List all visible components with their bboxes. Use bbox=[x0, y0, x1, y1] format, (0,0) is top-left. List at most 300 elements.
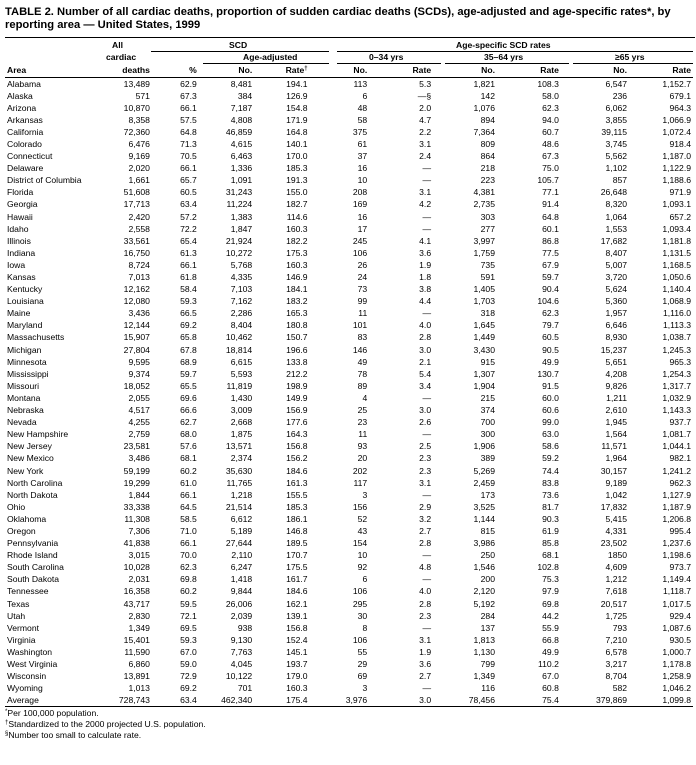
table-row bbox=[5, 634, 693, 646]
table-row bbox=[5, 368, 693, 380]
cell-g2-no: 1,076 bbox=[473, 102, 495, 113]
cell-g2-rate: 90.4 bbox=[542, 284, 559, 295]
cell-adj-no: 8,481 bbox=[230, 78, 253, 89]
cell-g2-rate: 105.7 bbox=[537, 175, 559, 186]
cell-adj-rate: 145.1 bbox=[286, 646, 308, 657]
cell-area: Pennsylvania bbox=[7, 538, 59, 549]
cell-g3-no: 7,210 bbox=[605, 634, 628, 645]
col-header-deaths: deaths bbox=[105, 64, 152, 77]
cell-g1-no: 29 bbox=[357, 659, 368, 669]
table-row bbox=[5, 598, 693, 610]
table-row bbox=[5, 610, 693, 622]
cell-g1-rate: — bbox=[422, 163, 432, 174]
cell-g1-no: 20 bbox=[357, 453, 368, 464]
cell-scd-percent: 60.5 bbox=[180, 187, 197, 198]
cell-g3-no: 3,217 bbox=[605, 659, 628, 669]
cell-scd-percent: 68.1 bbox=[180, 453, 197, 464]
cell-g1-no: 10 bbox=[357, 175, 368, 186]
cell-g1-rate: 2.0 bbox=[419, 102, 432, 113]
cell-all-cardiac-deaths: 15,907 bbox=[123, 332, 150, 343]
table-row bbox=[5, 452, 693, 464]
cell-g2-rate: 79.7 bbox=[542, 320, 559, 331]
cell-g3-rate: 1,087.6 bbox=[662, 622, 691, 633]
cell-g3-no: 4,609 bbox=[605, 562, 628, 573]
cell-g1-no: 101 bbox=[352, 320, 368, 331]
cell-all-cardiac-deaths: 43,717 bbox=[123, 598, 150, 609]
cell-scd-percent: 67.0 bbox=[180, 646, 197, 657]
cell-area: Nevada bbox=[7, 417, 37, 428]
cell-g2-no: 250 bbox=[480, 550, 495, 561]
cell-g2-rate: 48.6 bbox=[542, 138, 559, 149]
cell-g3-no: 6,062 bbox=[605, 102, 628, 113]
cell-adj-rate: 155.5 bbox=[286, 489, 308, 500]
cell-adj-no: 2,286 bbox=[230, 308, 253, 319]
cell-g2-rate: 99.0 bbox=[542, 417, 559, 428]
cell-g1-rate: 2.3 bbox=[419, 453, 432, 464]
cell-g1-rate: 2.3 bbox=[419, 465, 432, 476]
cell-g2-no: 1,144 bbox=[473, 513, 495, 524]
cell-all-cardiac-deaths: 2,759 bbox=[128, 429, 150, 440]
cell-g2-rate: 60.8 bbox=[542, 683, 559, 694]
cell-area: Mississippi bbox=[7, 368, 49, 379]
cell-g3-no: 15,237 bbox=[600, 344, 628, 355]
cell-g1-rate: 2.1 bbox=[419, 356, 432, 367]
cell-adj-rate: 161.7 bbox=[286, 574, 308, 585]
table-row bbox=[5, 114, 693, 126]
cell-g2-no: 1,349 bbox=[473, 671, 495, 682]
cell-all-cardiac-deaths: 16,750 bbox=[123, 247, 150, 258]
cell-g1-no: 375 bbox=[352, 126, 368, 137]
cell-g2-rate: 62.3 bbox=[542, 102, 559, 113]
cell-adj-no: 4,615 bbox=[230, 138, 253, 149]
cell-g2-no: 4,381 bbox=[473, 187, 495, 198]
cell-g2-rate: 104.6 bbox=[537, 296, 559, 307]
all-header-line2: cardiac bbox=[106, 52, 137, 63]
cell-g1-rate: 3.1 bbox=[419, 634, 432, 645]
cell-g3-no: 1,945 bbox=[605, 417, 628, 428]
cell-g2-rate: 60.5 bbox=[542, 332, 559, 343]
cell-g3-rate: 1,140.4 bbox=[662, 284, 691, 295]
cell-adj-no: 5,189 bbox=[230, 525, 253, 536]
cell-g1-rate: 3.1 bbox=[419, 477, 432, 488]
cell-adj-no: 8,404 bbox=[230, 320, 253, 331]
cell-g1-no: 106 bbox=[352, 586, 368, 597]
cell-scd-percent: 59.3 bbox=[180, 296, 197, 307]
cell-g2-no: 864 bbox=[480, 151, 495, 162]
cell-adj-rate: 175.4 bbox=[254, 694, 309, 707]
cell-adj-rate: 185.3 bbox=[286, 163, 308, 174]
cell-adj-no: 384 bbox=[237, 90, 253, 101]
cell-g1-no: 61 bbox=[357, 138, 368, 149]
cell-area: Kansas bbox=[7, 272, 36, 282]
cell-scd-percent: 59.0 bbox=[180, 659, 197, 669]
cell-all-cardiac-deaths: 18,052 bbox=[123, 380, 150, 391]
cell-adj-no: 26,006 bbox=[225, 598, 253, 609]
table-row bbox=[5, 331, 693, 343]
scd-underline bbox=[151, 51, 329, 52]
cell-g1-rate: 2.3 bbox=[419, 610, 432, 621]
cell-all-cardiac-deaths: 9,169 bbox=[128, 151, 150, 162]
cell-scd-percent: 65.7 bbox=[180, 175, 197, 186]
cell-adj-rate: 186.1 bbox=[286, 513, 308, 524]
cell-adj-no: 1,383 bbox=[230, 211, 253, 222]
cell-g1-no: 83 bbox=[357, 332, 368, 343]
cell-g3-rate: 1,093.1 bbox=[662, 199, 691, 210]
cell-adj-no: 6,463 bbox=[230, 151, 253, 162]
cell-g2-rate: 94.0 bbox=[542, 114, 559, 125]
cell-g2-no: 5,192 bbox=[473, 598, 495, 609]
cell-g3-no: 39,115 bbox=[601, 126, 628, 137]
cell-all-cardiac-deaths: 4,255 bbox=[128, 417, 150, 428]
cell-area: Wisconsin bbox=[7, 671, 47, 682]
cell-adj-no: 4,808 bbox=[230, 114, 253, 125]
cell-g1-rate: 3.8 bbox=[419, 284, 432, 295]
cell-g1-no: 92 bbox=[357, 562, 368, 573]
cell-adj-no: 5,593 bbox=[230, 368, 253, 379]
cell-scd-percent: 65.5 bbox=[180, 380, 197, 391]
cell-g1-no: 89 bbox=[357, 380, 368, 391]
cell-g1-rate: — bbox=[422, 429, 432, 440]
col-header-g2-no: No. bbox=[433, 64, 497, 77]
table-row bbox=[5, 198, 693, 210]
cell-area: Average bbox=[5, 694, 105, 707]
age-group-0-34: 0–34 yrs bbox=[369, 52, 404, 63]
cell-g1-rate: 4.0 bbox=[419, 320, 432, 331]
cell-g2-rate: 91.5 bbox=[542, 380, 559, 391]
table-row bbox=[5, 247, 693, 259]
cell-scd-percent: 61.3 bbox=[180, 247, 197, 258]
cell-area: Hawaii bbox=[7, 211, 33, 222]
cell-all-cardiac-deaths: 13,489 bbox=[123, 78, 150, 89]
cell-g3-rate: 679.1 bbox=[669, 90, 691, 101]
cell-g1-no: 113 bbox=[353, 78, 368, 89]
cell-adj-rate: 161.3 bbox=[286, 477, 308, 488]
cell-g2-rate: 110.2 bbox=[538, 659, 559, 669]
cell-g2-rate: 102.8 bbox=[537, 562, 559, 573]
cell-adj-rate: 146.9 bbox=[286, 272, 308, 282]
cell-g2-rate: 75.3 bbox=[542, 574, 559, 585]
cell-area: Georgia bbox=[7, 199, 38, 210]
cell-g1-rate: 2.5 bbox=[419, 441, 432, 452]
cell-g2-no: 2,120 bbox=[473, 586, 495, 597]
cell-area: District of Columbia bbox=[7, 175, 82, 186]
table-row bbox=[5, 380, 693, 392]
cell-scd-percent: 71.0 bbox=[180, 525, 197, 536]
cell-scd-percent: 69.6 bbox=[180, 392, 197, 403]
cell-area: Colorado bbox=[7, 138, 42, 149]
table-row bbox=[5, 150, 693, 162]
cell-g3-rate: 1,168.5 bbox=[662, 259, 691, 270]
cell-g2-rate: 49.9 bbox=[542, 356, 559, 367]
cell-scd-percent: 69.2 bbox=[180, 320, 197, 331]
cell-adj-no: 10,462 bbox=[225, 332, 253, 343]
cell-all-cardiac-deaths: 1,013 bbox=[128, 683, 150, 694]
cell-adj-rate: 164.3 bbox=[286, 429, 308, 440]
cell-g3-no: 1,564 bbox=[605, 429, 628, 440]
cell-all-cardiac-deaths: 2,558 bbox=[128, 223, 150, 234]
cell-g3-no: 793 bbox=[612, 622, 628, 633]
cell-g3-no: 9,189 bbox=[605, 477, 628, 488]
cell-g3-rate: 1,118.7 bbox=[662, 586, 691, 597]
cell-g3-no: 1,957 bbox=[605, 308, 628, 319]
table-row bbox=[5, 585, 693, 597]
cell-adj-rate: 180.8 bbox=[286, 320, 308, 331]
cell-g1-rate: 2.8 bbox=[419, 538, 432, 549]
cell-adj-rate: 170.7 bbox=[286, 550, 308, 561]
cell-adj-no: 7,187 bbox=[230, 102, 253, 113]
cell-g1-rate: — bbox=[422, 550, 432, 561]
cell-adj-rate: 184.1 bbox=[286, 284, 308, 295]
age-specific-header: Age-specific SCD rates bbox=[456, 40, 551, 51]
cell-g3-rate: 1,038.7 bbox=[662, 332, 691, 343]
cell-g1-no: 3 bbox=[362, 683, 368, 694]
cell-all-cardiac-deaths: 4,517 bbox=[128, 405, 150, 416]
cell-scd-percent: 57.6 bbox=[180, 441, 197, 452]
cell-g3-no: 7,618 bbox=[605, 586, 628, 597]
cell-adj-rate: 160.3 bbox=[286, 223, 308, 234]
table-row bbox=[5, 404, 693, 416]
cell-g3-no: 2,610 bbox=[605, 405, 628, 416]
cell-g2-rate: 62.3 bbox=[542, 308, 559, 319]
cell-area: South Carolina bbox=[7, 562, 64, 573]
cell-g3-rate: 982.1 bbox=[669, 453, 691, 464]
cell-area: Oregon bbox=[7, 525, 36, 536]
cell-adj-rate: 171.9 bbox=[286, 114, 308, 125]
cell-g3-no: 5,360 bbox=[605, 296, 628, 307]
cell-g1-no: 3,976 bbox=[310, 694, 370, 707]
cell-adj-rate: 155.0 bbox=[286, 187, 308, 198]
cell-g3-rate: 937.7 bbox=[669, 417, 691, 428]
cell-g1-no: 58 bbox=[357, 114, 368, 125]
cell-g1-no: 208 bbox=[352, 187, 368, 198]
cell-g1-rate: 4.2 bbox=[419, 199, 432, 210]
cell-g3-rate: 995.4 bbox=[669, 525, 691, 536]
cell-g2-no: 3,986 bbox=[473, 538, 495, 549]
cell-adj-rate: 133.8 bbox=[286, 356, 308, 367]
cell-all-cardiac-deaths: 2,055 bbox=[128, 392, 150, 403]
cell-area: Illinois bbox=[7, 235, 31, 246]
cell-adj-rate: 177.6 bbox=[286, 417, 308, 428]
table-row bbox=[5, 344, 693, 356]
cell-g3-no: 5,415 bbox=[605, 513, 628, 524]
cell-g2-no: 2,459 bbox=[473, 477, 495, 488]
cell-all-cardiac-deaths: 2,830 bbox=[128, 610, 150, 621]
table-row bbox=[5, 501, 693, 513]
cell-scd-percent: 59.7 bbox=[180, 368, 197, 379]
cell-adj-no: 2,668 bbox=[230, 417, 253, 428]
cell-area: Utah bbox=[7, 610, 26, 621]
cell-g3-rate: 1,122.9 bbox=[662, 163, 691, 174]
cell-g2-no: 3,430 bbox=[473, 344, 495, 355]
cell-g2-rate: 130.7 bbox=[537, 368, 559, 379]
cell-adj-no: 10,272 bbox=[225, 247, 253, 258]
cell-g1-rate: — bbox=[422, 574, 432, 585]
cell-scd-percent: 61.8 bbox=[180, 272, 197, 282]
cell-adj-rate: 191.3 bbox=[286, 175, 308, 186]
cell-g1-no: 11 bbox=[358, 429, 368, 440]
cell-g3-no: 6,578 bbox=[605, 646, 628, 657]
cell-g2-rate: 67.9 bbox=[542, 259, 559, 270]
cell-scd-percent: 67.8 bbox=[180, 344, 197, 355]
cell-g2-no: 1,546 bbox=[473, 562, 495, 573]
cell-g2-no: 303 bbox=[480, 211, 495, 222]
cell-area: Idaho bbox=[7, 223, 29, 234]
cell-g3-rate: 1,198.6 bbox=[662, 550, 691, 561]
cell-g3-rate: 1,099.8 bbox=[629, 694, 693, 707]
cell-area: Maryland bbox=[7, 320, 43, 331]
cell-g1-rate: 2.2 bbox=[419, 126, 432, 137]
cell-all-cardiac-deaths: 41,838 bbox=[123, 538, 150, 549]
cell-area: Texas bbox=[7, 598, 30, 609]
cell-scd-percent: 70.0 bbox=[180, 550, 197, 561]
cell-g3-rate: 1,188.6 bbox=[662, 175, 691, 186]
cell-adj-rate: 212.2 bbox=[286, 368, 308, 379]
cell-area: Delaware bbox=[7, 163, 44, 174]
cell-scd-percent: 72.1 bbox=[180, 610, 197, 621]
cell-g2-no: 78,456 bbox=[433, 694, 497, 707]
cell-all-cardiac-deaths: 3,436 bbox=[128, 308, 150, 319]
cell-all-cardiac-deaths: 10,870 bbox=[123, 102, 150, 113]
cell-adj-rate: 160.3 bbox=[286, 683, 308, 694]
cell-adj-no: 7,763 bbox=[230, 646, 253, 657]
cell-g1-rate: 3.6 bbox=[419, 659, 432, 669]
cell-g2-rate: 83.8 bbox=[542, 477, 559, 488]
cell-scd-percent: 66.6 bbox=[180, 405, 197, 416]
cell-g2-no: 3,997 bbox=[473, 235, 495, 246]
table-row bbox=[5, 465, 693, 477]
cell-g2-rate: 77.5 bbox=[542, 247, 559, 258]
cell-g2-no: 735 bbox=[480, 259, 495, 270]
cell-adj-no: 31,243 bbox=[225, 187, 253, 198]
table-row bbox=[5, 440, 693, 452]
cell-g3-rate: 1,206.8 bbox=[662, 513, 691, 524]
cell-g1-rate: — bbox=[422, 308, 432, 319]
cell-adj-no: 5,768 bbox=[230, 259, 253, 270]
age-group-0-34-underline bbox=[337, 63, 441, 64]
table-row bbox=[5, 392, 693, 404]
cell-adj-rate: 165.3 bbox=[286, 308, 308, 319]
cell-area: Wyoming bbox=[7, 683, 43, 694]
cell-adj-rate: 152.4 bbox=[286, 634, 308, 645]
cell-area: New Jersey bbox=[7, 441, 52, 452]
cell-g3-no: 5,562 bbox=[605, 151, 628, 162]
cell-g1-rate: 3.4 bbox=[419, 380, 432, 391]
cell-all-cardiac-deaths: 8,724 bbox=[128, 259, 150, 270]
cell-adj-rate: 154.8 bbox=[286, 102, 308, 113]
cell-g3-rate: 1,143.3 bbox=[662, 405, 691, 416]
cell-g2-rate: 58.0 bbox=[542, 90, 559, 101]
cell-g2-rate: 77.1 bbox=[542, 187, 559, 198]
cell-g2-no: 700 bbox=[480, 417, 495, 428]
table-row bbox=[5, 162, 693, 174]
cell-area: California bbox=[7, 126, 44, 137]
cell-adj-rate: 175.5 bbox=[286, 562, 308, 573]
cell-g2-rate: 81.7 bbox=[542, 501, 559, 512]
cell-g1-no: 16 bbox=[357, 163, 368, 174]
cell-g2-no: 1,906 bbox=[473, 441, 495, 452]
table-row bbox=[5, 271, 693, 283]
cell-g2-rate: 68.1 bbox=[542, 550, 559, 561]
cell-g3-rate: 965.3 bbox=[669, 356, 691, 367]
cell-adj-rate: 114.6 bbox=[286, 211, 308, 222]
cell-g1-rate: 3.0 bbox=[369, 694, 433, 707]
cell-g2-rate: 59.2 bbox=[542, 453, 559, 464]
cell-scd-percent: 72.9 bbox=[180, 671, 197, 682]
cell-g1-no: 6 bbox=[362, 574, 368, 585]
table-row bbox=[5, 477, 693, 489]
cell-g2-no: 284 bbox=[480, 610, 495, 621]
cell-all-cardiac-deaths: 59,199 bbox=[123, 465, 150, 476]
cell-g2-rate: 49.9 bbox=[542, 646, 559, 657]
cell-scd-percent: 58.4 bbox=[180, 284, 197, 295]
cell-g2-no: 277 bbox=[480, 223, 495, 234]
cell-g1-no: 30 bbox=[357, 610, 368, 621]
cell-g3-rate: 1,152.7 bbox=[662, 78, 691, 89]
cell-g1-rate: 4.1 bbox=[419, 235, 432, 246]
cell-g3-no: 1,102 bbox=[605, 163, 628, 174]
cell-g3-no: 1,212 bbox=[605, 574, 628, 585]
cell-g2-no: 7,364 bbox=[473, 126, 495, 137]
col-header-g1-rate: Rate bbox=[369, 64, 433, 77]
cell-area: South Dakota bbox=[7, 574, 60, 585]
cell-g2-rate: 60.1 bbox=[542, 223, 559, 234]
cell-g3-no: 6,646 bbox=[605, 320, 628, 331]
cell-g2-no: 137 bbox=[480, 622, 495, 633]
table-row bbox=[5, 416, 693, 428]
cell-g1-no: 78 bbox=[357, 368, 368, 379]
cell-all-cardiac-deaths: 23,581 bbox=[123, 441, 150, 452]
cell-g1-rate: 2.7 bbox=[419, 525, 432, 536]
cell-adj-no: 11,224 bbox=[226, 199, 253, 210]
cell-adj-no: 1,336 bbox=[230, 163, 253, 174]
cell-adj-no: 35,630 bbox=[225, 465, 253, 476]
cell-scd-percent: 68.0 bbox=[180, 429, 197, 440]
cell-g1-rate: 4.4 bbox=[419, 296, 432, 307]
cell-g1-no: 6 bbox=[362, 90, 368, 101]
footnote: †Standardized to the 2000 projected U.S. population. bbox=[5, 719, 206, 730]
cell-g3-no: 3,745 bbox=[605, 138, 628, 149]
cell-g3-no: 5,651 bbox=[605, 356, 628, 367]
cell-adj-rate: 139.1 bbox=[286, 610, 308, 621]
cell-g1-rate: 2.4 bbox=[419, 151, 432, 162]
cell-g1-no: 55 bbox=[357, 646, 368, 657]
cell-g3-rate: 1,149.4 bbox=[662, 574, 691, 585]
cell-g2-rate: 75.0 bbox=[542, 163, 559, 174]
footnote: *Per 100,000 population. bbox=[5, 708, 99, 719]
cell-g3-rate: 1,068.9 bbox=[662, 296, 691, 307]
age-group-65-plus-underline bbox=[573, 63, 693, 64]
col-header-percent: % bbox=[152, 64, 199, 77]
cell-g2-rate: 108.3 bbox=[537, 78, 559, 89]
cell-scd-percent: 66.5 bbox=[180, 308, 197, 319]
cell-scd-percent: 63.4 bbox=[152, 694, 199, 707]
cell-g2-no: 915 bbox=[480, 356, 495, 367]
table-row bbox=[5, 186, 693, 198]
cell-g1-no: 49 bbox=[357, 356, 368, 367]
table-row bbox=[5, 259, 693, 271]
cell-adj-rate: 126.9 bbox=[286, 90, 308, 101]
cell-all-cardiac-deaths: 12,144 bbox=[123, 320, 150, 331]
cell-all-cardiac-deaths: 12,162 bbox=[123, 284, 150, 295]
cell-scd-percent: 66.1 bbox=[180, 538, 197, 549]
cell-scd-percent: 69.5 bbox=[180, 622, 197, 633]
cell-g2-rate: 97.9 bbox=[542, 586, 559, 597]
cell-g3-no: 1,964 bbox=[605, 453, 628, 464]
cell-g3-rate: 1,066.9 bbox=[662, 114, 691, 125]
cell-adj-no: 21,514 bbox=[225, 501, 253, 512]
cell-area: Arkansas bbox=[7, 114, 43, 125]
cell-g3-rate: 971.9 bbox=[669, 187, 691, 198]
